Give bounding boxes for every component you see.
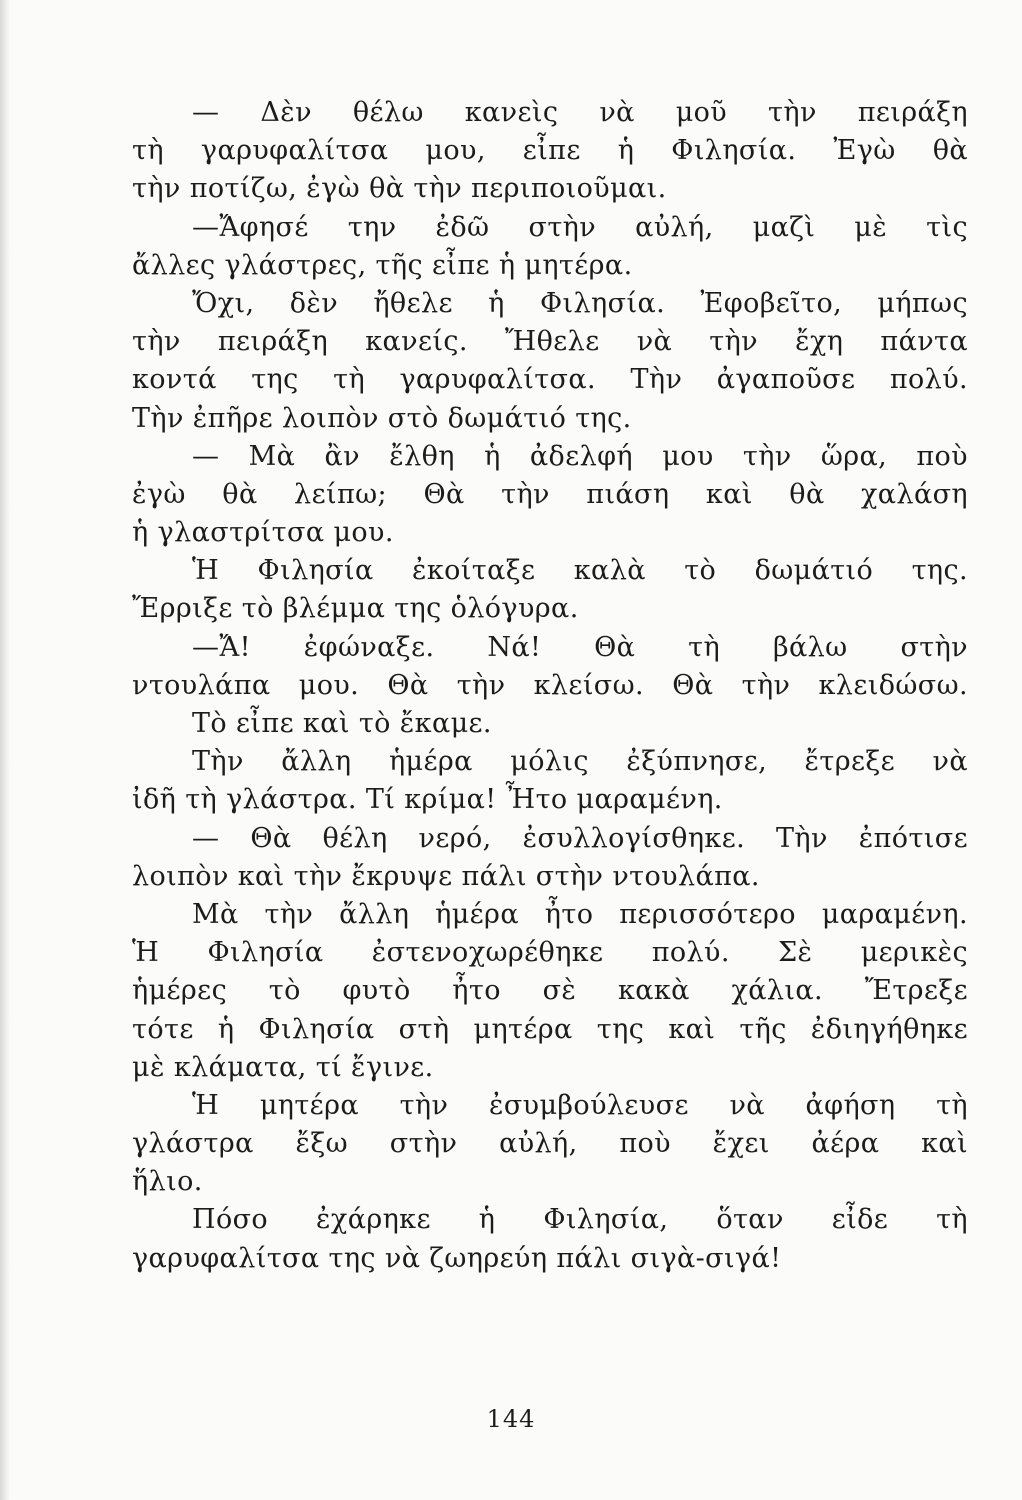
text-line: γλάστρα ἔξω στὴν αὐλή, ποὺ ἔχει ἀέρα καὶ	[132, 1128, 968, 1160]
text-line: — Δὲν θέλω κανεὶς νὰ μοῦ τὴν πειράξη	[192, 97, 968, 128]
text-line: τότε ἡ Φιλησία στὴ μητέρα της καὶ τῆς ἐδιηγήθηκε	[132, 1013, 968, 1045]
text-line: Τὸ εἶπε καὶ τὸ ἔκαμε.	[192, 708, 492, 739]
text-line: ἥλιο.	[132, 1166, 203, 1198]
text-line: μὲ κλάματα, τί ἔγινε.	[132, 1051, 434, 1083]
text-line: Τὴν ἐπῆρε λοιπὸν στὸ δωμάτιό της.	[132, 402, 632, 434]
text-line: Πόσο ἐχάρηκε ἡ Φιλησία, ὅταν εἶδε τὴ	[192, 1204, 968, 1236]
text-line: ἡμέρες τὸ φυτὸ ἦτο σὲ κακὰ χάλια. Ἔτρεξε	[132, 975, 968, 1007]
page-number: 144	[486, 1405, 536, 1433]
text-line: Τὴν ἄλλη ἡμέρα μόλις ἐξύπνησε, ἔτρεξε νὰ	[192, 746, 968, 778]
text-line: γαρυφαλίτσα της νὰ ζωηρεύη πάλι σιγὰ-σιγά!	[132, 1242, 782, 1274]
text-line: τὴ γαρυφαλίτσα μου, εἶπε ἡ Φιλησία. Ἐγὼ θὰ	[132, 135, 968, 167]
text-line: Ἡ μητέρα τὴν ἐσυμβούλευσε νὰ ἀφήση τὴ	[192, 1089, 968, 1121]
page-gutter-shadow	[0, 0, 10, 1500]
text-line: τὴν ποτίζω, ἐγὼ θὰ τὴν περιποιοῦμαι.	[132, 173, 667, 205]
text-line: —Ἄ! ἐφώναξε. Νά! Θὰ τὴ βάλω στὴν	[192, 631, 968, 663]
text-line: ντουλάπα μου. Θὰ τὴν κλείσω. Θὰ τὴν κλειδώσω.	[132, 669, 968, 701]
text-line: Ὄχι, δὲν ἤθελε ἡ Φιλησία. Ἐφοβεῖτο, μήπως	[192, 287, 968, 319]
text-line: Ἔρριξε τὸ βλέμμα της ὁλόγυρα.	[132, 593, 579, 625]
text-line: Μὰ τὴν ἄλλη ἡμέρα ἦτο περισσότερο μαραμένη.	[192, 898, 968, 930]
text-line: κοντά της τὴ γαρυφαλίτσα. Τὴν ἀγαποῦσε πολύ.	[132, 364, 968, 396]
text-line: τὴν πειράξη κανείς. Ἤθελε νὰ τὴν ἔχη πάντα	[132, 326, 968, 358]
text-line: Ἡ Φιλησία ἐστενοχωρέθηκε πολύ. Σὲ μερικὲς	[132, 937, 968, 969]
text-line: ἰδῆ τὴ γλάστρα. Τί κρίμα! Ἦτο μαραμένη.	[132, 784, 723, 816]
text-line: λοιπὸν καὶ τὴν ἔκρυψε πάλι στὴν ντουλάπα.	[132, 860, 760, 892]
text-line: — Μὰ ἂν ἔλθη ἡ ἀδελφή μου τὴν ὥρα, ποὺ	[192, 440, 968, 472]
text-line: —Ἄφησέ την ἐδῶ στὴν αὐλή, μαζὶ μὲ τὶς	[192, 211, 968, 243]
text-line: — Θὰ θέλη νερό, ἐσυλλογίσθηκε. Τὴν ἐπότισε	[192, 822, 968, 854]
body-text	[132, 94, 968, 1278]
text-line: ἄλλες γλάστρες, τῆς εἶπε ἡ μητέρα.	[132, 249, 633, 281]
text-line: Ἡ Φιλησία ἐκοίταξε καλὰ τὸ δωμάτιό της.	[192, 555, 968, 587]
text-line: ἡ γλαστρίτσα μου.	[132, 517, 394, 549]
text-line: ἐγὼ θὰ λείπω; Θὰ τὴν πιάση καὶ θὰ χαλάση	[132, 478, 968, 510]
